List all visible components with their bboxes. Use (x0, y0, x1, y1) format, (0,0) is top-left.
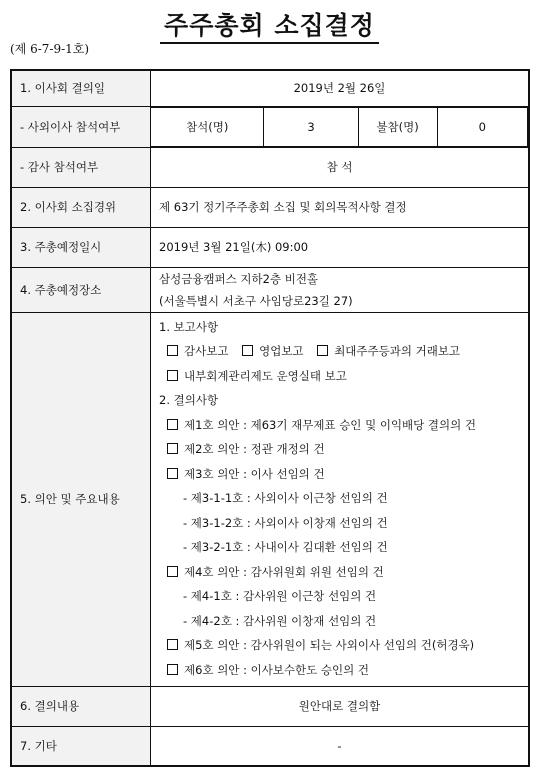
checkbox (317, 345, 328, 356)
agenda-item-text: - 제3-1-2호 : 사외이사 이창재 선임의 건 (183, 515, 388, 530)
agenda-item (159, 462, 520, 487)
row-board-background (11, 187, 529, 227)
agenda-item (159, 633, 520, 658)
agenda-item-text: 제4호 의안 : 감사위원회 위원 선임의 건 (184, 564, 384, 579)
row-board-date (11, 70, 529, 106)
agenda-item (159, 560, 520, 585)
label-agenda: 5. 의안 및 주요내용 (11, 312, 151, 686)
agenda-item-text: 제3호 의안 : 이사 선임의 건 (184, 466, 325, 481)
document-number: (제 6-7-9-1호) (10, 42, 90, 56)
agenda-item (159, 486, 520, 511)
value-board-date: 2019년 2월 26일 (151, 70, 530, 106)
row-agenda (11, 312, 529, 686)
checkbox (167, 419, 178, 430)
agenda-item (159, 609, 520, 634)
checkbox (167, 443, 178, 454)
agenda-item-text: 제5호 의안 : 감사위원이 되는 사외이사 선임의 건(허경욱) (184, 638, 475, 652)
label-meeting-place: 4. 주총예정장소 (11, 267, 151, 312)
agenda-item-text: 제1호 의안 : 제63기 재무제표 승인 및 이익배당 결의의 건 (184, 417, 477, 432)
checkbox (242, 345, 253, 356)
label-auditor-attendance: - 감사 참석여부 (11, 147, 151, 187)
agenda-item-text: - 제4-1호 : 감사위원 이근창 선임의 건 (183, 589, 377, 603)
attend-label: 참석(명) (151, 107, 264, 146)
agenda-item-text: - 제3-1-1호 : 사외이사 이근창 선임의 건 (183, 491, 388, 505)
resolution-table (10, 69, 530, 767)
place-address: (서울특별시 서초구 사임당로23길 27) (159, 293, 353, 308)
label-resolution: 6. 결의내용 (11, 686, 151, 726)
agenda-item (159, 584, 520, 609)
agenda-item (159, 437, 520, 462)
row-other (11, 726, 529, 766)
agenda-item-text: - 제3-2-1호 : 사내이사 김대환 선임의 건 (183, 540, 388, 554)
label-other: 7. 기타 (11, 726, 151, 766)
label-board-date: 1. 이사회 결의일 (11, 70, 151, 106)
value-auditor-attendance: 참 석 (151, 147, 530, 187)
agenda-item (159, 658, 520, 683)
report-item: 감사보고 (184, 344, 229, 358)
checkbox (167, 345, 178, 356)
checkbox (167, 370, 178, 381)
attend-count: 3 (264, 107, 358, 146)
agenda-item-text: 제6호 의안 : 이사보수한도 승인의 건 (184, 662, 369, 677)
absent-count: 0 (437, 107, 527, 146)
row-auditor-attendance (11, 147, 529, 187)
row-resolution (11, 686, 529, 726)
attendance-subtable (151, 107, 528, 147)
report-item: 내부회계관리제도 운영실태 보고 (184, 368, 347, 383)
agenda-item (159, 413, 520, 438)
label-meeting-datetime: 3. 주총예정일시 (11, 227, 151, 267)
value-board-background: 제 63기 정기주주총회 소집 및 회의목적사항 결정 (151, 187, 530, 227)
report-item-line (159, 364, 520, 389)
resolution-heading: 2. 결의사항 (159, 393, 219, 407)
agenda-list (159, 413, 520, 683)
row-meeting-datetime (11, 227, 529, 267)
agenda-item (159, 535, 520, 560)
row-outside-director-attendance (11, 106, 529, 147)
value-meeting-datetime: 2019년 3월 21일(木) 09:00 (151, 227, 530, 267)
label-board-background: 2. 이사회 소집경위 (11, 187, 151, 227)
agenda-item-text: - 제4-2호 : 감사위원 이창재 선임의 건 (183, 613, 377, 628)
document-title: 주주총회 소집결정 (0, 6, 539, 42)
checkbox (167, 468, 178, 479)
report-item: 영업보고 (259, 344, 304, 358)
agenda-item-text: 제2호 의안 : 정관 개정의 건 (184, 442, 325, 456)
checkbox (167, 566, 178, 577)
report-heading: 1. 보고사항 (159, 319, 219, 334)
checkbox (167, 664, 178, 675)
row-meeting-place (11, 267, 529, 312)
report-item: 최대주주등과의 거래보고 (334, 344, 461, 358)
report-items-line (159, 339, 520, 364)
value-resolution: 원안대로 결의함 (151, 686, 530, 726)
value-other: - (151, 726, 530, 766)
place-name: 삼성금융캠퍼스 지하2층 비전홀 (159, 271, 319, 286)
absent-label: 불참(명) (358, 107, 437, 146)
label-outside-director-attendance: - 사외이사 참석여부 (11, 106, 151, 147)
checkbox (167, 639, 178, 650)
agenda-item (159, 511, 520, 536)
